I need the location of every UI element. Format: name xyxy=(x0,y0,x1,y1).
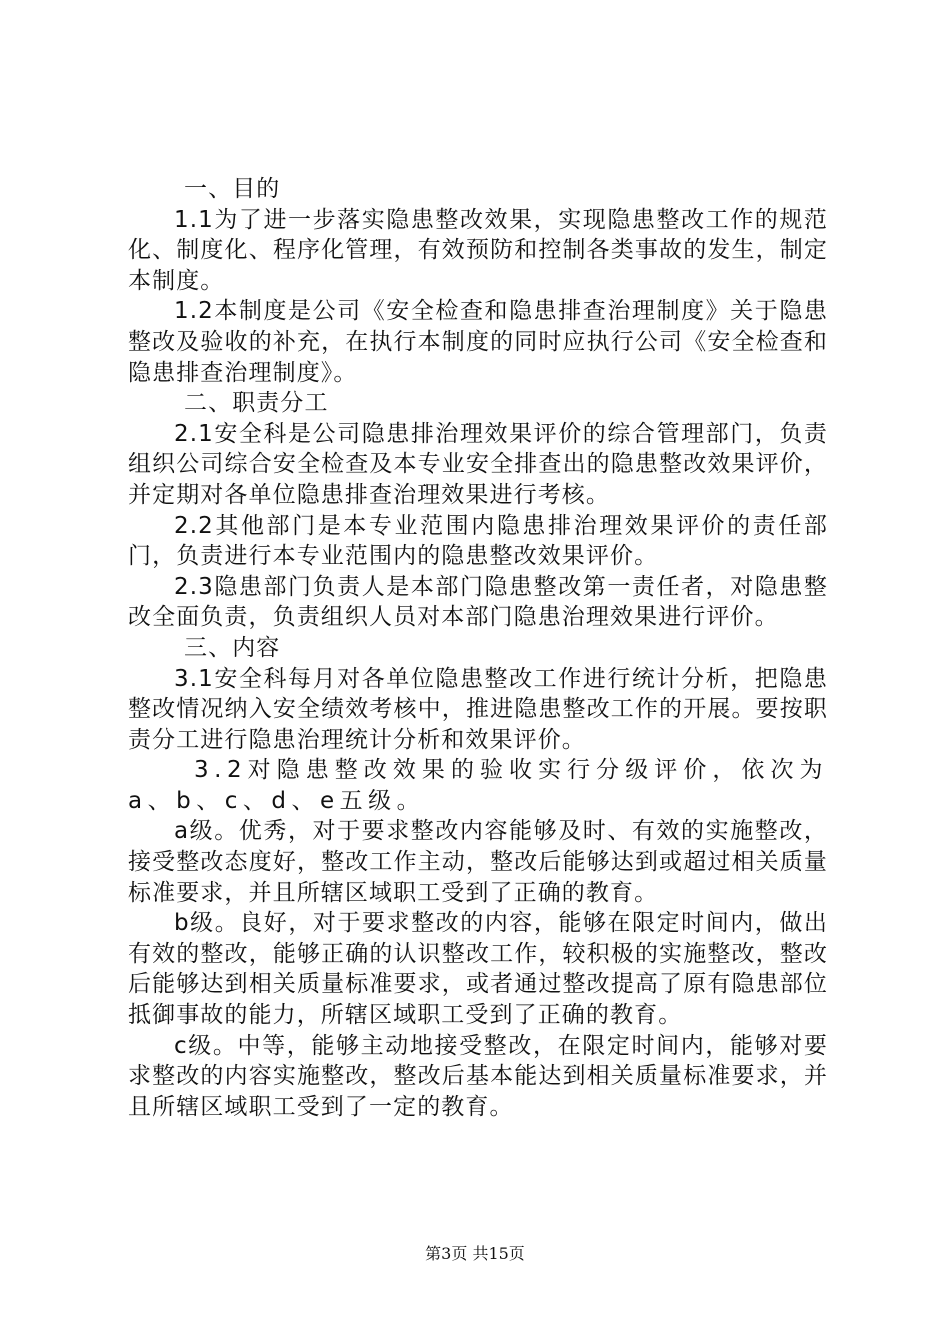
section-heading-purpose: 一、目的 xyxy=(184,176,281,202)
paragraph-grade-c: c级。中等，能够主动地接受整改，在限定时间内，能够对要求整改的内容实施整改，整改后基本能达到相关质量标准要求，并且所辖区域职工受到了一定的教育。 xyxy=(128,1032,828,1120)
paragraph-1-1: 1.1为了进一步落实隐患整改效果，实现隐患整改工作的规范化、制度化、程序化管理，有效预防和控制各类事故的发生，制定本制度。 xyxy=(128,206,828,294)
paragraph-1-2: 1.2本制度是公司《安全检查和隐患排查治理制度》关于隐患整改及验收的补充，在执行本制度的同时应执行公司《安全检查和隐患排查治理制度》。 xyxy=(128,298,828,386)
paragraph-3-2: 3.2对隐患整改效果的验收实行分级评价，依次为a、b、c、d、e五级。 xyxy=(128,757,828,814)
paragraph-3-1: 3.1安全科每月对各单位隐患整改工作进行统计分析，把隐患整改情况纳入安全绩效考核中，推进隐患整改工作的开展。要按职责分工进行隐患治理统计分析和效果评价。 xyxy=(128,665,828,753)
page-number-footer: 第3页 共15页 xyxy=(425,1244,525,1263)
document-body xyxy=(128,174,828,1122)
section-heading-content: 三、内容 xyxy=(184,634,281,661)
section-heading-responsibilities: 二、职责分工 xyxy=(184,390,329,417)
paragraph-grade-b: b级。良好，对于要求整改的内容，能够在限定时间内，做出有效的整改，能够正确的认识整改工作，较积极的实施整改，整改后能够达到相关质量标准要求，或者通过整改提高了原有隐患部位抵御事故的能力，所辖区域职工受到了正确的教育。 xyxy=(128,910,828,1029)
paragraph-2-1: 2.1安全科是公司隐患排治理效果评价的综合管理部门，负责组织公司综合安全检查及本专业安全排查出的隐患整改效果评价，并定期对各单位隐患排查治理效果进行考核。 xyxy=(128,420,828,508)
paragraph-grade-a: a级。优秀，对于要求整改内容能够及时、有效的实施整改，接受整改态度好，整改工作主动，整改后能够达到或超过相关质量标准要求，并且所辖区域职工受到了正确的教育。 xyxy=(128,818,828,906)
paragraph-2-2: 2.2其他部门是本专业范围内隐患排治理效果评价的责任部门，负责进行本专业范围内的隐患整改效果评价。 xyxy=(128,512,828,570)
paragraph-2-3: 2.3隐患部门负责人是本部门隐患整改第一责任者，对隐患整改全面负责，负责组织人员对本部门隐患治理效果进行评价。 xyxy=(128,573,828,631)
